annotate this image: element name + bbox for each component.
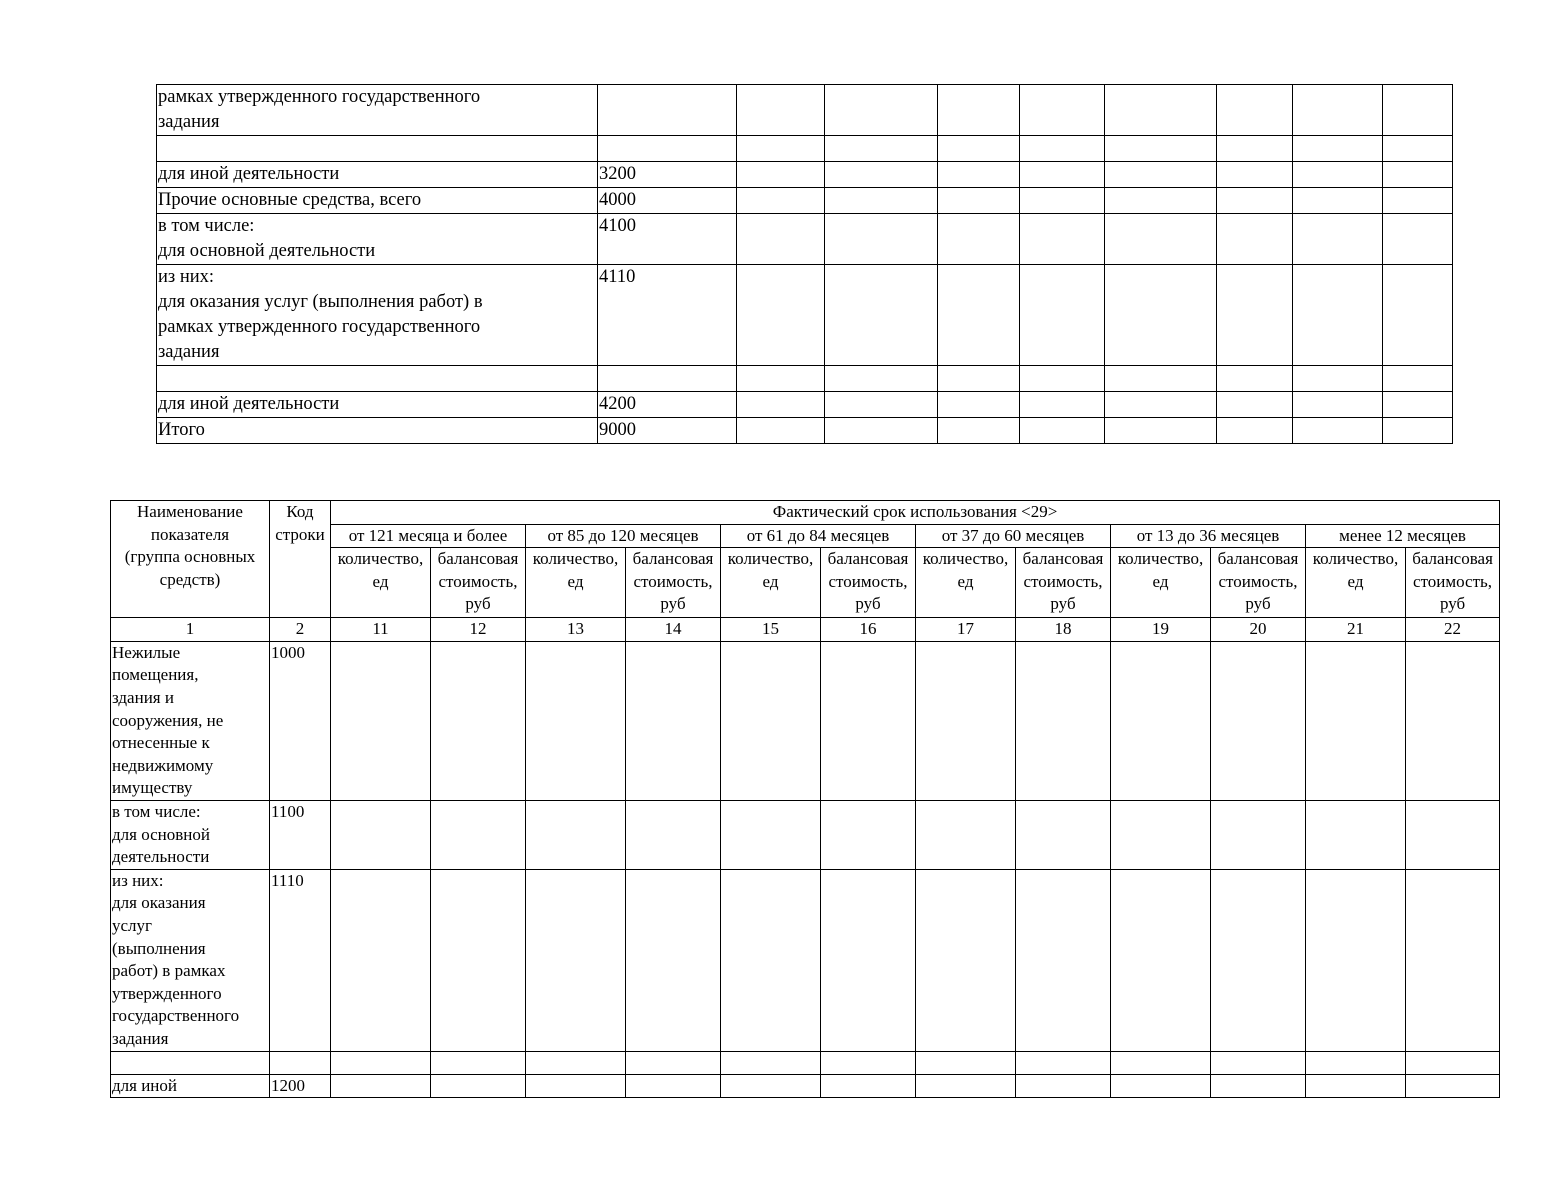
period-header: от 13 до 36 месяцев xyxy=(1111,524,1306,548)
empty-cell xyxy=(331,869,431,1051)
row-name-cell: Прочие основные средства, всего xyxy=(157,188,598,214)
empty-cell xyxy=(526,1051,626,1074)
row-name-cell: из них: для оказания услуг (выполнения работ) в рамках утвержденного государственного задания xyxy=(111,869,270,1051)
table-row xyxy=(157,162,1453,188)
empty-cell xyxy=(737,214,825,265)
empty-cell xyxy=(1306,800,1406,869)
empty-cell xyxy=(1383,188,1453,214)
empty-cell xyxy=(737,136,825,162)
empty-cell xyxy=(737,162,825,188)
empty-cell xyxy=(938,392,1020,418)
empty-cell xyxy=(1406,800,1500,869)
empty-cell xyxy=(1217,366,1293,392)
balance-cost-header: балансовая стоимость, руб xyxy=(821,548,916,618)
empty-cell xyxy=(1020,366,1105,392)
table-row xyxy=(157,214,1453,265)
empty-cell xyxy=(737,188,825,214)
column-number: 18 xyxy=(1016,618,1111,642)
empty-cell xyxy=(1293,418,1383,444)
header-name-column: Наименование показателя (группа основных средств) xyxy=(111,501,270,618)
empty-cell xyxy=(821,1074,916,1098)
empty-cell xyxy=(938,366,1020,392)
empty-cell xyxy=(1105,418,1217,444)
empty-cell xyxy=(1020,162,1105,188)
empty-cell xyxy=(1293,188,1383,214)
row-code-cell: 4000 xyxy=(598,188,737,214)
row-name-cell: Итого xyxy=(157,418,598,444)
empty-cell xyxy=(1105,136,1217,162)
balance-cost-header: балансовая стоимость, руб xyxy=(431,548,526,618)
empty-cell xyxy=(1217,265,1293,366)
empty-cell xyxy=(938,214,1020,265)
table-row xyxy=(157,392,1453,418)
empty-cell xyxy=(1293,85,1383,136)
empty-cell xyxy=(938,136,1020,162)
empty-cell xyxy=(1383,265,1453,366)
empty-cell xyxy=(431,869,526,1051)
empty-cell xyxy=(1020,392,1105,418)
empty-cell xyxy=(1211,1051,1306,1074)
table-row xyxy=(111,1074,1500,1098)
empty-cell xyxy=(431,1051,526,1074)
empty-cell xyxy=(626,1074,721,1098)
empty-cell xyxy=(1217,214,1293,265)
empty-cell xyxy=(1105,366,1217,392)
column-number: 21 xyxy=(1306,618,1406,642)
row-code-cell: 4110 xyxy=(598,265,737,366)
empty-cell xyxy=(916,869,1016,1051)
period-header: от 61 до 84 месяцев xyxy=(721,524,916,548)
empty-cell xyxy=(1217,392,1293,418)
table-row xyxy=(157,188,1453,214)
row-code-cell: 1110 xyxy=(270,869,331,1051)
empty-cell xyxy=(1020,265,1105,366)
table-row xyxy=(157,265,1453,366)
empty-cell xyxy=(737,418,825,444)
empty-cell xyxy=(1020,214,1105,265)
quantity-header: количество, ед xyxy=(916,548,1016,618)
balance-cost-header: балансовая стоимость, руб xyxy=(1406,548,1500,618)
column-number: 12 xyxy=(431,618,526,642)
empty-cell xyxy=(626,800,721,869)
empty-cell xyxy=(1293,136,1383,162)
row-code-cell: 1200 xyxy=(270,1074,331,1098)
empty-cell xyxy=(1293,162,1383,188)
row-name-cell: для иной xyxy=(111,1074,270,1098)
empty-cell xyxy=(1217,162,1293,188)
empty-cell xyxy=(1016,800,1111,869)
empty-cell xyxy=(1016,1074,1111,1098)
row-code-cell xyxy=(598,136,737,162)
empty-cell xyxy=(526,800,626,869)
empty-cell xyxy=(737,366,825,392)
empty-cell xyxy=(737,265,825,366)
empty-cell xyxy=(1306,641,1406,800)
row-code-cell: 1100 xyxy=(270,800,331,869)
empty-cell xyxy=(1211,1074,1306,1098)
quantity-header: количество, ед xyxy=(331,548,431,618)
empty-cell xyxy=(1211,800,1306,869)
empty-cell xyxy=(1105,188,1217,214)
empty-cell xyxy=(1306,1051,1406,1074)
table-row xyxy=(157,366,1453,392)
empty-cell xyxy=(938,188,1020,214)
table-row xyxy=(157,85,1453,136)
empty-cell xyxy=(821,869,916,1051)
empty-cell xyxy=(1383,366,1453,392)
empty-cell xyxy=(1383,85,1453,136)
row-code-cell: 1000 xyxy=(270,641,331,800)
row-code-cell: 9000 xyxy=(598,418,737,444)
empty-cell xyxy=(1406,641,1500,800)
empty-cell xyxy=(825,136,938,162)
empty-cell xyxy=(331,800,431,869)
empty-cell xyxy=(1016,869,1111,1051)
empty-cell xyxy=(825,85,938,136)
empty-cell xyxy=(916,641,1016,800)
header-code-column: Код строки xyxy=(270,501,331,618)
empty-cell xyxy=(431,800,526,869)
empty-cell xyxy=(1111,1074,1211,1098)
empty-cell xyxy=(626,1051,721,1074)
empty-cell xyxy=(737,392,825,418)
table-row xyxy=(111,869,1500,1051)
empty-cell xyxy=(721,1074,821,1098)
empty-cell xyxy=(1211,869,1306,1051)
empty-cell xyxy=(916,800,1016,869)
empty-cell xyxy=(1406,1051,1500,1074)
empty-cell xyxy=(1406,869,1500,1051)
empty-cell xyxy=(825,418,938,444)
empty-cell xyxy=(938,265,1020,366)
quantity-header: количество, ед xyxy=(721,548,821,618)
table-row xyxy=(157,136,1453,162)
period-header: менее 12 месяцев xyxy=(1306,524,1500,548)
row-code-cell: 4200 xyxy=(598,392,737,418)
column-number: 2 xyxy=(270,618,331,642)
empty-cell xyxy=(825,265,938,366)
empty-cell xyxy=(938,85,1020,136)
empty-cell xyxy=(1111,641,1211,800)
empty-cell xyxy=(1383,136,1453,162)
empty-cell xyxy=(825,162,938,188)
column-number: 20 xyxy=(1211,618,1306,642)
empty-cell xyxy=(737,85,825,136)
column-number: 15 xyxy=(721,618,821,642)
row-code-cell: 4100 xyxy=(598,214,737,265)
column-number: 11 xyxy=(331,618,431,642)
row-name-cell: Нежилые помещения, здания и сооружения, не отнесенные к недвижимому имуществу xyxy=(111,641,270,800)
empty-cell xyxy=(1105,214,1217,265)
empty-cell xyxy=(1020,136,1105,162)
empty-cell xyxy=(1217,136,1293,162)
empty-cell xyxy=(825,366,938,392)
empty-cell xyxy=(1217,188,1293,214)
empty-cell xyxy=(1111,1051,1211,1074)
empty-cell xyxy=(526,641,626,800)
empty-cell xyxy=(1217,418,1293,444)
row-code-cell xyxy=(598,366,737,392)
empty-cell xyxy=(825,188,938,214)
empty-cell xyxy=(526,1074,626,1098)
quantity-header: количество, ед xyxy=(1111,548,1211,618)
quantity-header: количество, ед xyxy=(1306,548,1406,618)
empty-cell xyxy=(1020,418,1105,444)
column-number: 22 xyxy=(1406,618,1500,642)
empty-cell xyxy=(1293,214,1383,265)
column-number: 17 xyxy=(916,618,1016,642)
table-row xyxy=(111,800,1500,869)
empty-cell xyxy=(1016,641,1111,800)
row-name-cell xyxy=(157,366,598,392)
empty-cell xyxy=(431,641,526,800)
empty-cell xyxy=(821,800,916,869)
usage-period-table xyxy=(110,500,1500,1098)
column-number: 19 xyxy=(1111,618,1211,642)
empty-cell xyxy=(1020,85,1105,136)
empty-cell xyxy=(1306,1074,1406,1098)
row-name-cell: для иной деятельности xyxy=(157,392,598,418)
empty-cell xyxy=(721,800,821,869)
period-header: от 37 до 60 месяцев xyxy=(916,524,1111,548)
quantity-header: количество, ед xyxy=(526,548,626,618)
empty-cell xyxy=(1293,392,1383,418)
column-number: 16 xyxy=(821,618,916,642)
empty-cell xyxy=(825,214,938,265)
row-name-cell: из них: для оказания услуг (выполнения работ) в рамках утвержденного государственного задания xyxy=(157,265,598,366)
empty-cell xyxy=(821,641,916,800)
empty-cell xyxy=(938,162,1020,188)
balance-cost-header: балансовая стоимость, руб xyxy=(1211,548,1306,618)
row-code-cell xyxy=(598,85,737,136)
header-usage-period-title: Фактический срок использования <29> xyxy=(331,501,1500,525)
upper-table xyxy=(156,84,1453,444)
empty-cell xyxy=(626,869,721,1051)
empty-cell xyxy=(916,1051,1016,1074)
empty-cell xyxy=(1016,1051,1111,1074)
empty-cell xyxy=(1383,392,1453,418)
empty-cell xyxy=(721,641,821,800)
empty-cell xyxy=(331,1074,431,1098)
column-number: 1 xyxy=(111,618,270,642)
empty-cell xyxy=(821,1051,916,1074)
empty-cell xyxy=(721,869,821,1051)
empty-cell xyxy=(1406,1074,1500,1098)
empty-cell xyxy=(1293,265,1383,366)
empty-cell xyxy=(1111,800,1211,869)
empty-cell xyxy=(526,869,626,1051)
empty-cell xyxy=(916,1074,1016,1098)
empty-cell xyxy=(1105,392,1217,418)
period-header: от 85 до 120 месяцев xyxy=(526,524,721,548)
empty-cell xyxy=(1105,265,1217,366)
row-name-cell xyxy=(157,136,598,162)
column-number: 14 xyxy=(626,618,721,642)
row-code-cell: 3200 xyxy=(598,162,737,188)
empty-cell xyxy=(1293,366,1383,392)
empty-cell xyxy=(1020,188,1105,214)
empty-cell xyxy=(721,1051,821,1074)
empty-cell xyxy=(331,1051,431,1074)
empty-cell xyxy=(938,418,1020,444)
row-name-cell: в том числе: для основной деятельности xyxy=(157,214,598,265)
row-name-cell xyxy=(111,1051,270,1074)
empty-cell xyxy=(1383,214,1453,265)
empty-cell xyxy=(1383,418,1453,444)
table-row xyxy=(111,1051,1500,1074)
table-row xyxy=(157,418,1453,444)
empty-cell xyxy=(1217,85,1293,136)
empty-cell xyxy=(1306,869,1406,1051)
column-number: 13 xyxy=(526,618,626,642)
empty-cell xyxy=(1211,641,1306,800)
row-name-cell: рамках утвержденного государственного задания xyxy=(157,85,598,136)
empty-cell xyxy=(331,641,431,800)
row-code-cell xyxy=(270,1051,331,1074)
balance-cost-header: балансовая стоимость, руб xyxy=(626,548,721,618)
table-row xyxy=(111,641,1500,800)
balance-cost-header: балансовая стоимость, руб xyxy=(1016,548,1111,618)
empty-cell xyxy=(431,1074,526,1098)
empty-cell xyxy=(825,392,938,418)
empty-cell xyxy=(1105,85,1217,136)
empty-cell xyxy=(1111,869,1211,1051)
empty-cell xyxy=(1383,162,1453,188)
empty-cell xyxy=(626,641,721,800)
row-name-cell: для иной деятельности xyxy=(157,162,598,188)
period-header: от 121 месяца и более xyxy=(331,524,526,548)
row-name-cell: в том числе: для основной деятельности xyxy=(111,800,270,869)
empty-cell xyxy=(1105,162,1217,188)
